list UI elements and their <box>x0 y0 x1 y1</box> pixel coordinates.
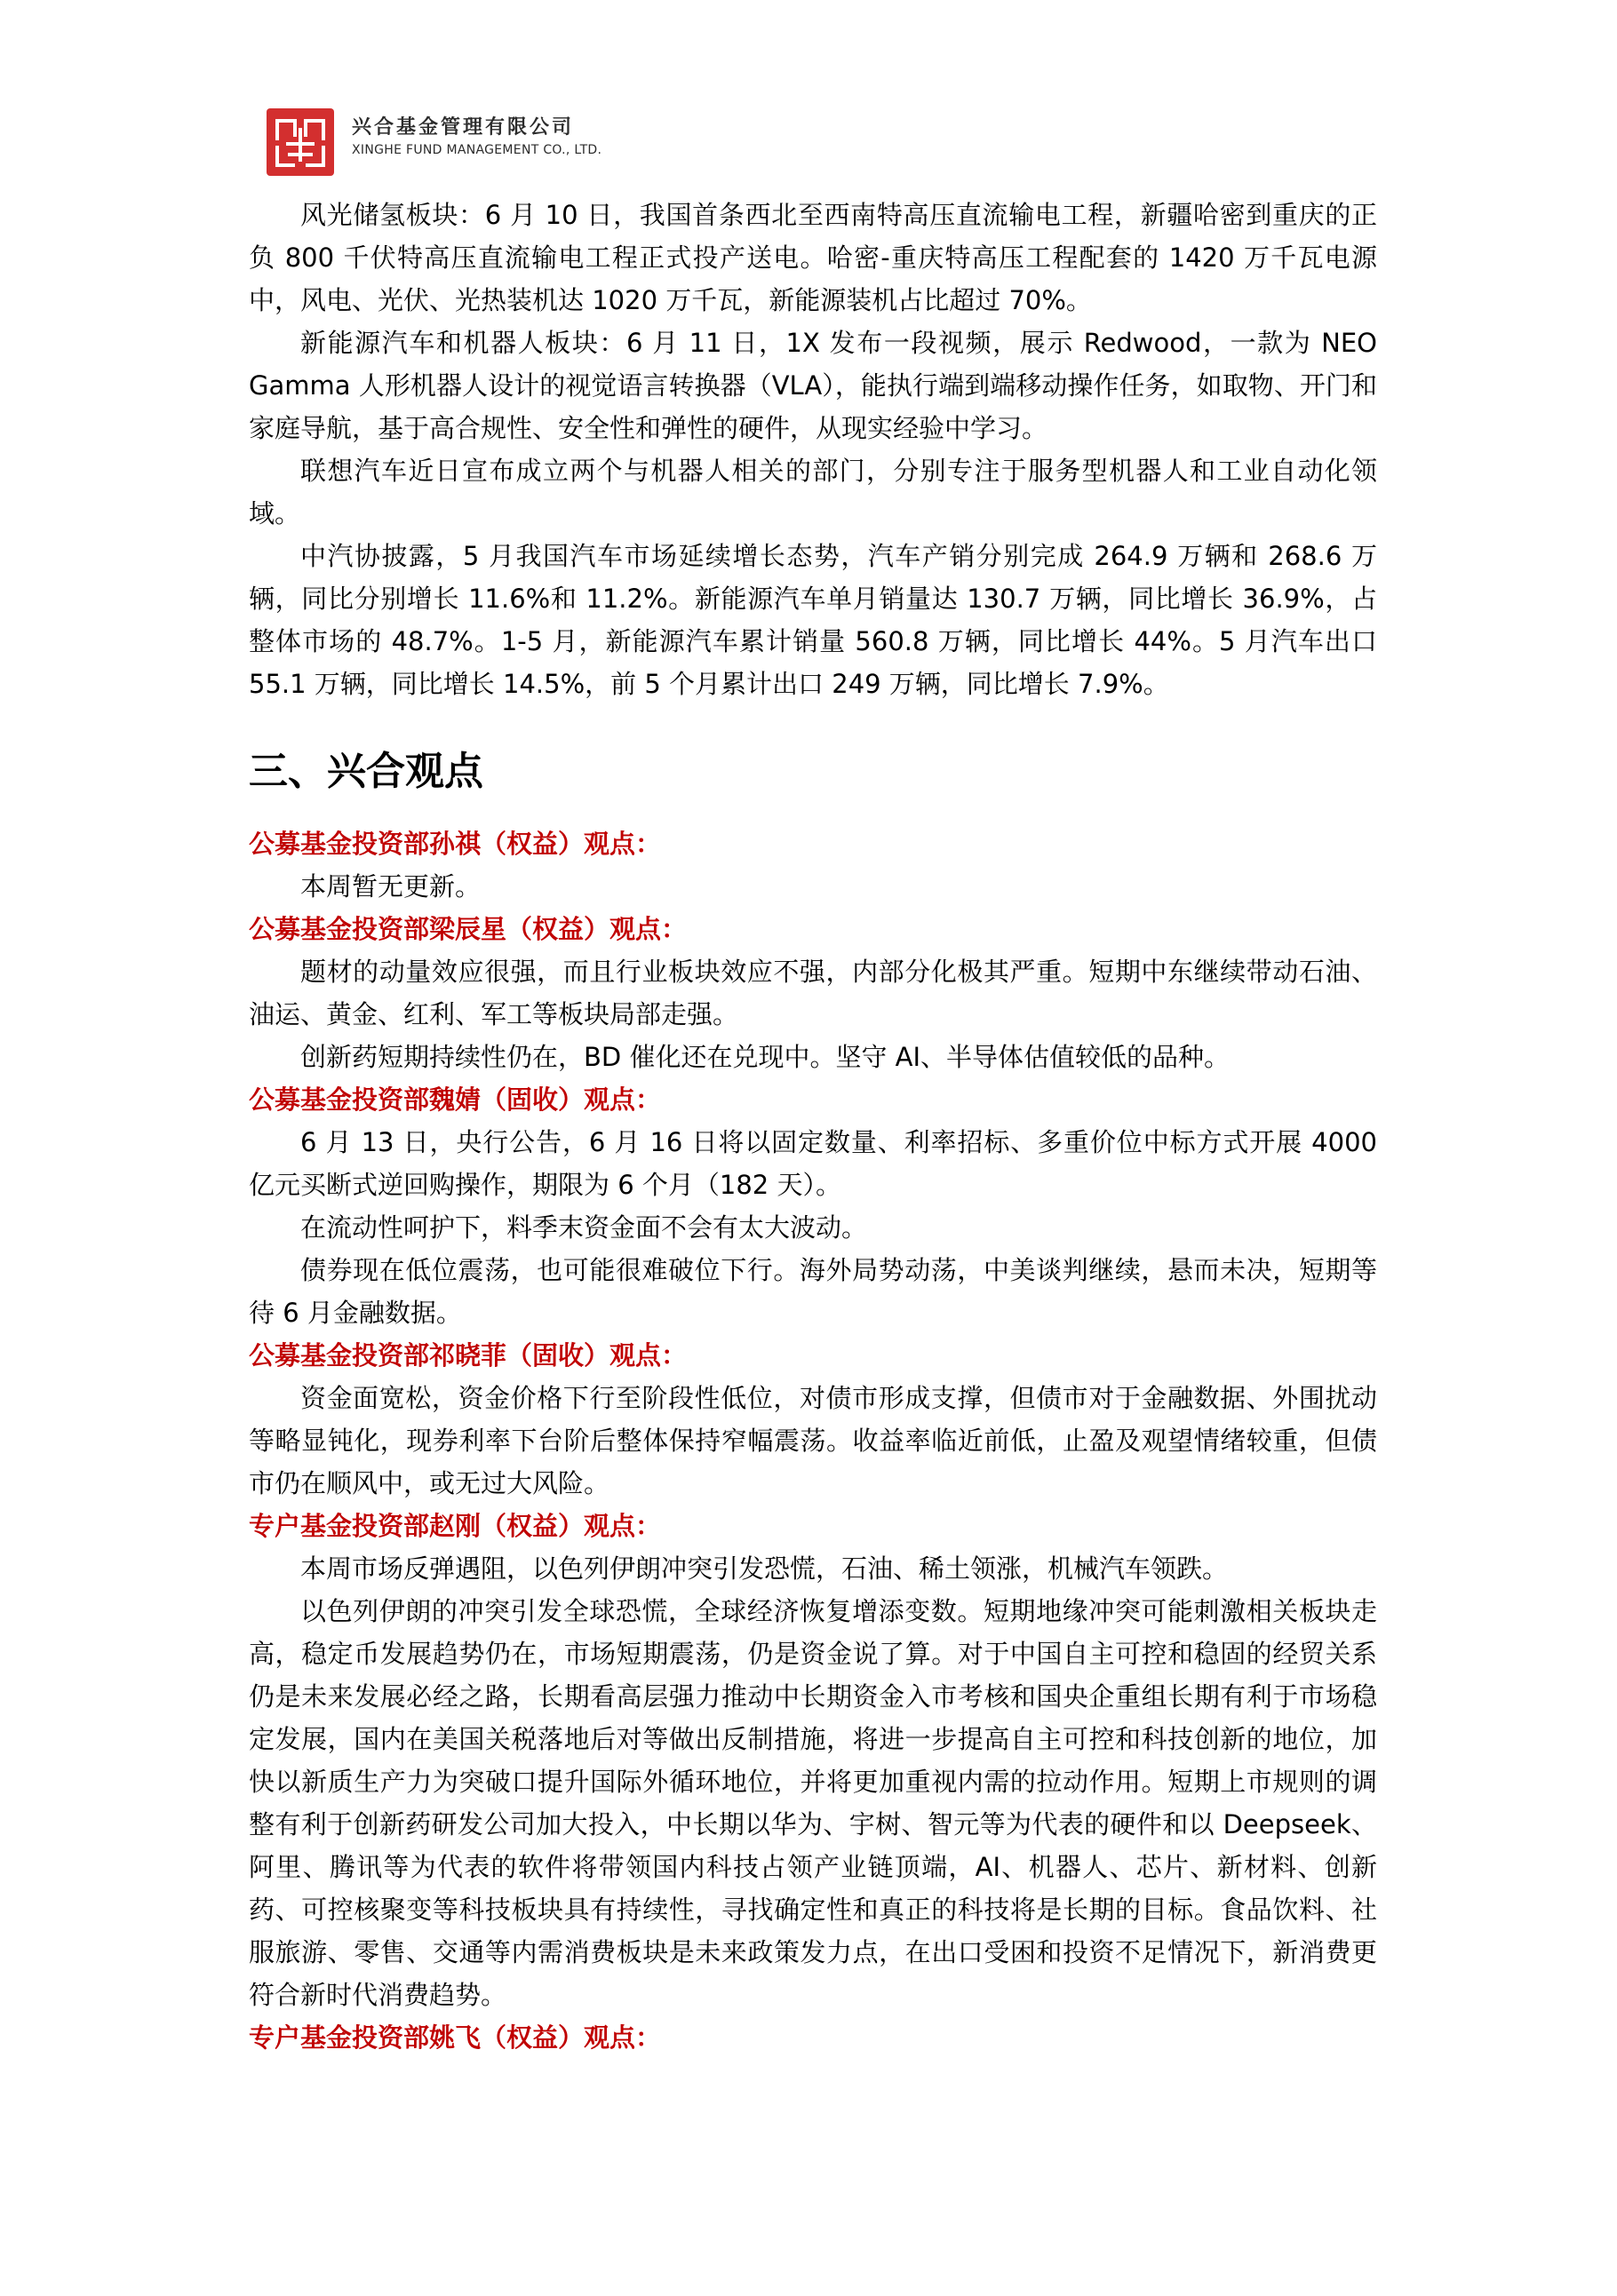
spacer <box>249 803 1377 822</box>
intro-paragraph: 联想汽车近日宣布成立两个与机器人相关的部门，分别专注于服务型机器人和工业自动化领域。 <box>249 456 1377 528</box>
view-block-liangchenxing <box>249 908 1377 1078</box>
view-block-sunqi <box>249 822 1377 908</box>
view-block-qixiaofei <box>249 1334 1377 1505</box>
document-body <box>249 194 1377 2059</box>
view-paragraph: 创新药短期持续性仍在，BD 催化还在兑现中。坚守 AI、半导体估值较低的品种。 <box>300 1042 1231 1072</box>
intro-paragraph: 中汽协披露，5 月我国汽车市场延续增长态势，汽车产销分别完成 264.9 万辆和 268.6 万辆，同比分别增长 11.6%和 11.2%。新能源汽车单月销量达 130.7 万辆，同比增长 36.9%，占整体市场的 48.7%。1-5 月，新能源汽车累计销量 560.8 万辆，同比增长 44%。5 月汽车出口 55.1 万辆，同比增长 14.5%，前 5 个月累计出口 249 万辆，同比增长 7.9%。 <box>249 541 1377 699</box>
view-paragraph: 在流动性呵护下，料季末资金面不会有太大波动。 <box>300 1212 868 1243</box>
view-author: 专户基金投资部姚飞（权益）观点： <box>249 2022 662 2053</box>
view-paragraph: 资金面宽松，资金价格下行至阶段性低位，对债市形成支撑，但债市对于金融数据、外围扰动等略显钝化，现券利率下台阶后整体保持窄幅震荡。收益率临近前低，止盈及观望情绪较重，但债市仍在顺风中，或无过大风险。 <box>249 1383 1377 1498</box>
company-name <box>352 115 601 160</box>
view-author: 公募基金投资部祁晓菲（固收）观点： <box>249 1340 688 1370</box>
section-title: 三、兴合观点 <box>249 749 483 794</box>
view-author: 专户基金投资部赵刚（权益）观点： <box>249 1511 662 1541</box>
view-block-weijing <box>249 1078 1377 1334</box>
view-block-yaofei <box>249 2016 1377 2059</box>
view-paragraph: 题材的动量效应很强，而且行业板块效应不强，内部分化极其严重。短期中东继续带动石油、油运、黄金、红利、军工等板块局部走强。 <box>249 957 1377 1029</box>
company-logo-icon <box>267 108 334 176</box>
view-paragraph: 6 月 13 日，央行公告，6 月 16 日将以固定数量、利率招标、多重价位中标方式开展 4000 亿元买断式逆回购操作，期限为 6 个月（182 天）。 <box>249 1127 1377 1200</box>
intro-paragraph: 风光储氢板块：6 月 10 日，我国首条西北至西南特高压直流输电工程，新疆哈密到重庆的正负 800 千伏特高压直流输电工程正式投产送电。哈密-重庆特高压工程配套的 1420 万千瓦电源中，风电、光伏、光热装机达 1020 万千瓦，新能源装机占比超过 70%。 <box>249 200 1377 315</box>
view-paragraph: 本周市场反弹遇阻，以色列伊朗冲突引发恐慌，石油、稀土领涨，机械汽车领跌。 <box>300 1553 1229 1584</box>
page-header <box>267 108 888 175</box>
view-paragraph: 本周暂无更新。 <box>300 871 482 902</box>
intro-paragraph: 新能源汽车和机器人板块：6 月 11 日，1X 发布一段视频，展示 Redwood，一款为 NEO Gamma 人形机器人设计的视觉语言转换器（VLA），能执行端到端移动操作任务，如取物、开门和家庭导航，基于高合规性、安全性和弹性的硬件，从现实经验中学习。 <box>249 328 1377 443</box>
view-author: 公募基金投资部孙祺（权益）观点： <box>249 829 662 859</box>
view-block-zhaogang <box>249 1505 1377 2016</box>
view-author: 公募基金投资部梁辰星（权益）观点： <box>249 914 688 944</box>
view-paragraph: 债券现在低位震荡，也可能很难破位下行。海外局势动荡，中美谈判继续，悬而未决，短期等待 6 月金融数据。 <box>249 1255 1377 1328</box>
view-author: 公募基金投资部魏婧（固收）观点： <box>249 1084 662 1115</box>
view-paragraph: 以色列伊朗的冲突引发全球恐慌，全球经济恢复增添变数。短期地缘冲突可能刺激相关板块走高，稳定币发展趋势仍在，市场短期震荡，仍是资金说了算。对于中国自主可控和稳固的经贸关系仍是未来发展必经之路，长期看高层强力推动中长期资金入市考核和国央企重组长期有利于市场稳定发展，国内在美国关税落地后对等做出反制措施，将进一步提高自主可控和科技创新的地位，加快以新质生产力为突破口提升国际外循环地位，并将更加重视内需的拉动作用。短期上市规则的调整有利于创新药研发公司加大投入，中长期以华为、宇树、智元等为代表的硬件和以 Deepseek、阿里、腾讯等为代表的软件将带领国内科技占领产业链顶端，AI、机器人、芯片、新材料、创新药、可控核聚变等科技板块具有持续性，寻找确定性和真正的科技将是长期的目标。食品饮料、社服旅游、零售、交通等内需消费板块是未来政策发力点，在出口受困和投资不足情况下，新消费更符合新时代消费趋势。 <box>249 1596 1377 2010</box>
company-name-en: XINGHE FUND MANAGEMENT CO., LTD. <box>352 143 602 157</box>
company-name-cn: 兴合基金管理有限公司 <box>352 116 575 139</box>
